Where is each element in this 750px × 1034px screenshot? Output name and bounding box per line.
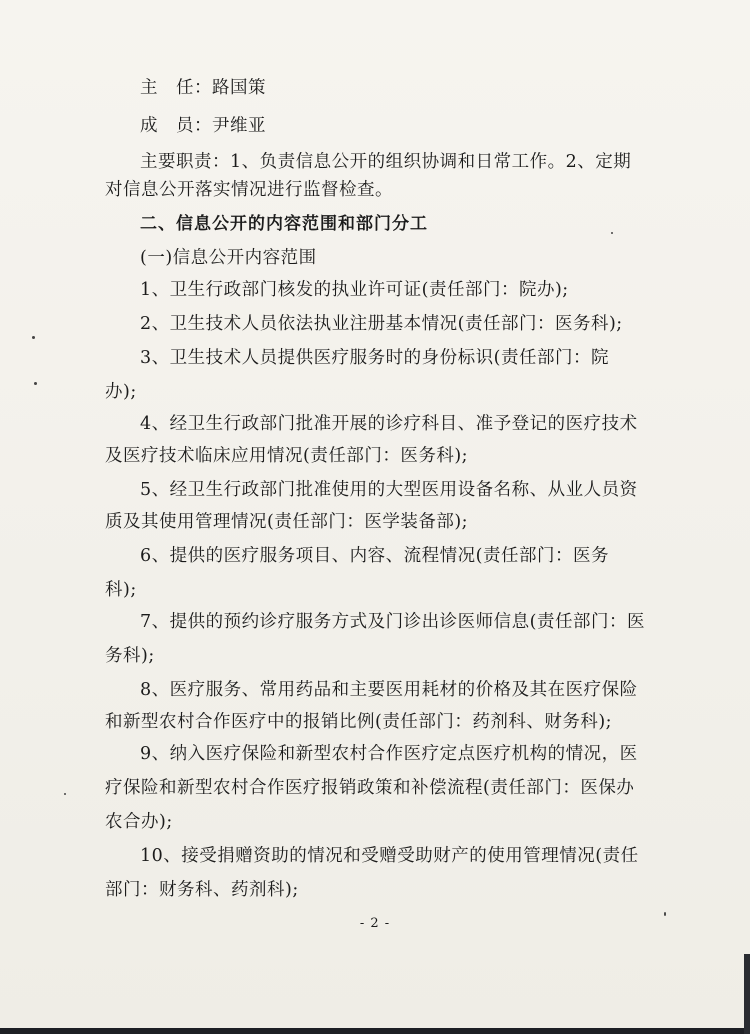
list-item-4-line-1: 4、经卫生行政部门批准开展的诊疗科目、准予登记的医疗技术 [140,414,638,434]
scan-edge-right [744,954,750,1034]
list-item-4-line-2: 及医疗技术临床应用情况(责任部门：医务科); [105,446,469,466]
list-item-8-line-1: 8、医疗服务、常用药品和主要医用耗材的价格及其在医疗保险 [140,680,638,700]
list-item-10-line-2: 部门：财务科、药剂科); [105,880,299,900]
list-item-3-line-2: 办); [105,382,137,402]
director-line: 主 任：路国策 [140,78,266,98]
list-item-10-line-1: 10、接受捐赠资助的情况和受赠受助财产的使用管理情况(责任 [140,846,639,866]
list-item-8-line-2: 和新型农村合作医疗中的报销比例(责任部门：药剂科、财务科); [105,712,613,732]
subsection-heading: (一)信息公开内容范围 [140,248,317,268]
scan-speck [64,793,66,795]
list-item-9-line-3: 农合办); [105,812,173,832]
duties-line-1: 主要职责：1、负责信息公开的组织协调和日常工作。2、定期 [140,152,632,172]
scan-edge-bottom [0,1028,750,1034]
duties-line-2: 对信息公开落实情况进行监督检查。 [105,180,393,200]
member-line: 成 员：尹维亚 [140,116,266,136]
list-item-3-line-1: 3、卫生技术人员提供医疗服务时的身份标识(责任部门：院 [140,348,609,368]
list-item-6-line-2: 科); [105,580,137,600]
list-item-9-line-1: 9、纳入医疗保险和新型农村合作医疗定点医疗机构的情况，医 [140,744,638,764]
section-heading: 二、信息公开的内容范围和部门分工 [140,214,428,234]
list-item-1: 1、卫生行政部门核发的执业许可证(责任部门：院办); [140,280,569,300]
scan-speck [664,912,666,916]
list-item-5-line-1: 5、经卫生行政部门批准使用的大型医用设备名称、从业人员资 [140,480,638,500]
list-item-2: 2、卫生技术人员依法执业注册基本情况(责任部门：医务科); [140,314,623,334]
page-number: - 2 - [359,916,391,931]
scan-speck [611,232,613,234]
list-item-6-line-1: 6、提供的医疗服务项目、内容、流程情况(责任部门：医务 [140,546,609,566]
scan-speck [32,336,35,339]
list-item-7-line-1: 7、提供的预约诊疗服务方式及门诊出诊医师信息(责任部门：医 [140,612,645,632]
scan-speck [34,382,37,385]
list-item-5-line-2: 质及其使用管理情况(责任部门：医学装备部); [105,512,469,532]
list-item-7-line-2: 务科); [105,646,155,666]
list-item-9-line-2: 疗保险和新型农村合作医疗报销政策和补偿流程(责任部门：医保办 [105,778,635,798]
